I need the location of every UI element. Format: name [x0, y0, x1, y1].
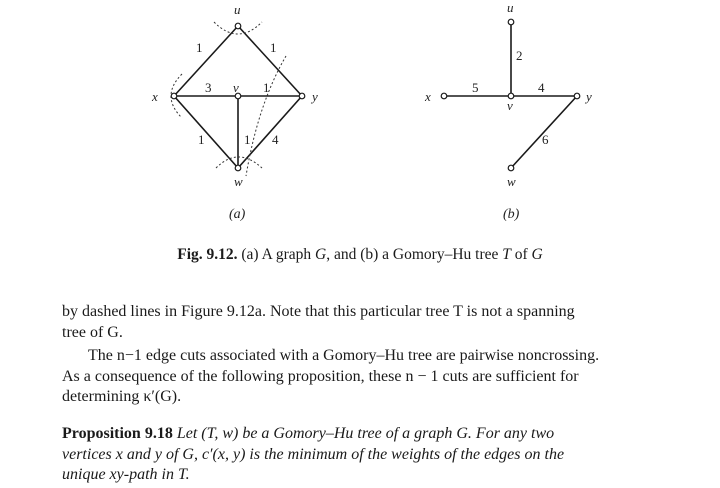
prop-line3: unique xy-path in T. [62, 466, 190, 483]
tree-weight-yw: 6 [542, 132, 549, 147]
caption-label: Fig. 9.12. [177, 246, 238, 263]
proposition-9-18 [62, 424, 684, 486]
tree-label-w: w [507, 174, 516, 189]
sublabel-a: (a) [229, 207, 246, 222]
label-y: y [312, 89, 318, 104]
caption-text-a: (a) A graph [241, 246, 315, 263]
prop-line2: vertices x and y of G, c′(x, y) is the minimum of the weights of the edges on the [62, 445, 565, 463]
prop-line1-text: Let (T, w) be a Gomory–Hu tree of a graph G. For any two [176, 425, 555, 442]
label-u: u [234, 2, 241, 17]
paragraph-2 [62, 346, 684, 408]
weight-vw: 1 [244, 132, 251, 147]
panel-b-tree [424, 0, 592, 222]
vertex-w [235, 165, 241, 171]
para2-line2: As a consequence of the following proposition, these n − 1 cuts are sufficient for [62, 367, 579, 385]
caption-t: T [502, 246, 511, 263]
figure-9-12 [0, 0, 720, 240]
para1-line2: tree of G. [62, 323, 123, 341]
edge-xw [174, 96, 238, 168]
prop-line1 [62, 424, 684, 445]
vertex-u [235, 23, 241, 29]
para2-line1: The n−1 edge cuts associated with a Gomory–Hu tree are pairwise noncrossing. [88, 347, 600, 364]
weight-vy: 1 [263, 80, 270, 95]
panel-a-graph [151, 2, 318, 222]
tree-weight-uv: 2 [516, 48, 523, 63]
prop-title: Proposition 9.18 [62, 425, 173, 442]
tree-vertex-x [441, 93, 447, 99]
label-v: v [233, 80, 239, 95]
tree-vertex-u [508, 19, 514, 25]
tree-label-u: u [507, 0, 514, 15]
caption-text-b: , and (b) a Gomory–Hu tree [326, 246, 503, 263]
sublabel-b: (b) [503, 207, 520, 222]
para1-line1: by dashed lines in Figure 9.12a. Note that this particular tree T is not a spanning [62, 303, 575, 320]
weight-yw: 4 [272, 132, 279, 147]
tree-label-y: y [586, 89, 592, 104]
figure-caption [0, 246, 720, 264]
tree-label-v: v [507, 98, 513, 113]
weight-xu: 1 [196, 40, 203, 55]
weight-xw: 1 [198, 132, 205, 147]
para2-line3: determining κ′(G). [62, 388, 182, 405]
tree-vertex-y [574, 93, 580, 99]
edge-uy [238, 26, 302, 96]
label-x: x [152, 89, 158, 104]
tree-label-x: x [425, 89, 431, 104]
vertex-x [171, 93, 177, 99]
weight-uy: 1 [270, 40, 277, 55]
tree-weight-xv: 5 [472, 80, 479, 95]
caption-g1: G [315, 246, 327, 263]
label-w: w [234, 174, 243, 189]
vertex-y [299, 93, 305, 99]
caption-text-c: of [510, 246, 532, 263]
tree-vertex-w [508, 165, 514, 171]
cut-y-side [246, 56, 286, 176]
tree-weight-vy: 4 [538, 80, 545, 95]
paragraph-1 [62, 302, 684, 343]
caption-g2: G [531, 246, 543, 263]
weight-xv: 3 [205, 80, 212, 95]
